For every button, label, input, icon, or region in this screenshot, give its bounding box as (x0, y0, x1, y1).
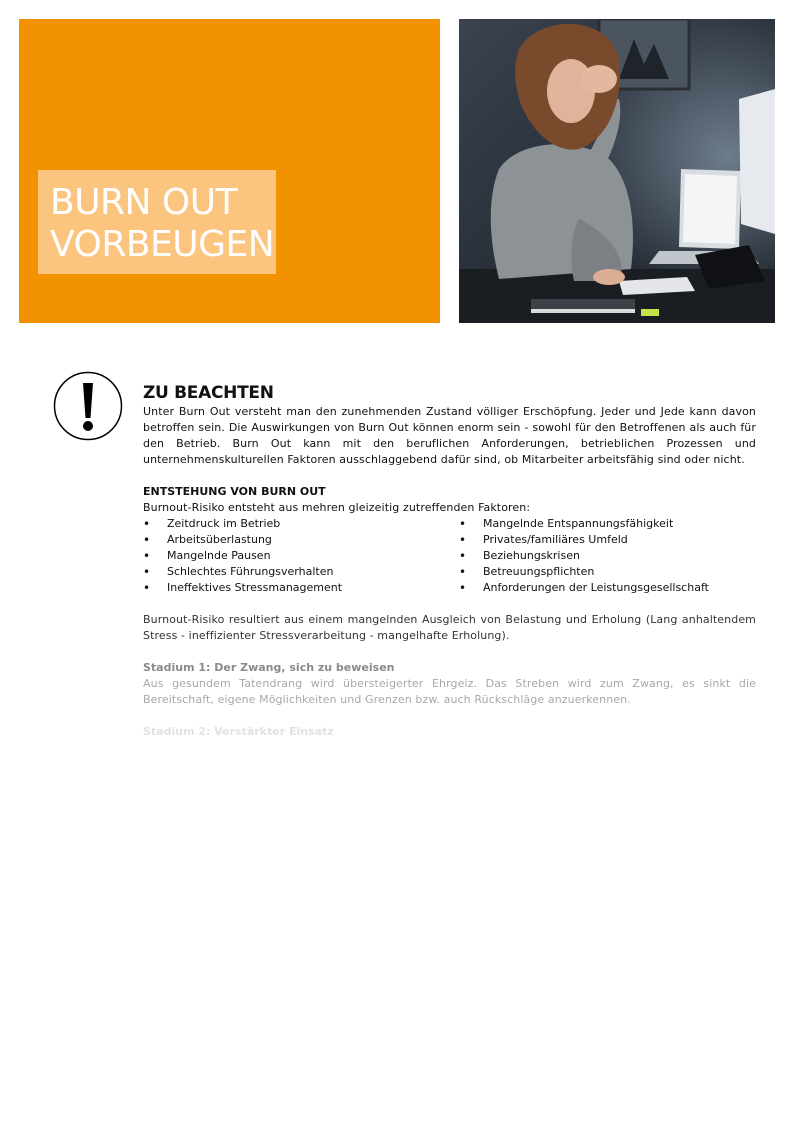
list-item: • Zeitdruck im Betrieb (143, 516, 459, 532)
list-item: • Arbeitsüberlastung (143, 532, 459, 548)
woman-tired-at-desk-photo (459, 19, 775, 323)
list-item: • Beziehungskrisen (459, 548, 709, 564)
factor-list-col1 (143, 516, 459, 596)
intro-paragraph: Unter Burn Out versteht man den zunehmenden Zustand völliger Erschöpfung. Jeder und Jede kann davon betroffen sein. Die Auswirkungen von Burn Out können enorm sein - sowohl für den Betroffenen als auch für den Betrieb. Burn Out kann mit den beruflichen Anforderungen, betrieblichen Prozessen und unternehmenskulturellen Faktoren ausschlaggebend dafür sind, ob Mitarbeiter arbeitsfähig sind oder nicht. (143, 405, 756, 466)
content-column (143, 382, 756, 740)
list-item: • Mangelnde Entspannungsfähigkeit (459, 516, 709, 532)
list-item: • Ineffektives Stressmanagement (143, 580, 459, 596)
factor-list-col2 (459, 516, 709, 596)
exclamation-circle-icon (53, 371, 123, 441)
list-item: • Anforderungen der Leistungsgesellschaft (459, 580, 709, 596)
stage1-paragraph: Aus gesundem Tatendrang wird übersteigerter Ehrgeiz. Das Streben wird zum Zwang, es sinkt die Bereitschaft, eigene Möglichkeiten und Grenzen bzw. auch Rückschläge anzuerkennen. (143, 677, 756, 706)
entstehung-heading: ENTSTEHUNG VON BURN OUT (143, 485, 326, 498)
entstehung-lead: Burnout-Risiko entsteht aus mehren gleizeitig zutreffenden Faktoren: (143, 501, 531, 514)
summary-block (143, 612, 756, 644)
stage2-heading: Stadium 2: Verstärkter Einsatz (143, 725, 334, 738)
list-item: • Schlechtes Führungsverhalten (143, 564, 459, 580)
list-item: • Betreuungspflichten (459, 564, 709, 580)
list-item: • Mangelnde Pausen (143, 548, 459, 564)
title-line-2: VORBEUGEN (50, 224, 275, 265)
section-heading: ZU BEACHTEN (143, 383, 274, 403)
factor-list (143, 516, 756, 596)
title-line-1: BURN OUT (50, 182, 238, 223)
stage1-heading: Stadium 1: Der Zwang, sich zu beweisen (143, 661, 395, 674)
title-box (38, 170, 276, 274)
summary-paragraph: Burnout-Risiko resultiert aus einem mangelnden Ausgleich von Belastung und Erholung (Lang anhaltendem Stress - ineffizienter Stressverarbeitung - mangelhafte Erholung). (143, 613, 756, 642)
list-item: • Privates/familiäres Umfeld (459, 532, 709, 548)
